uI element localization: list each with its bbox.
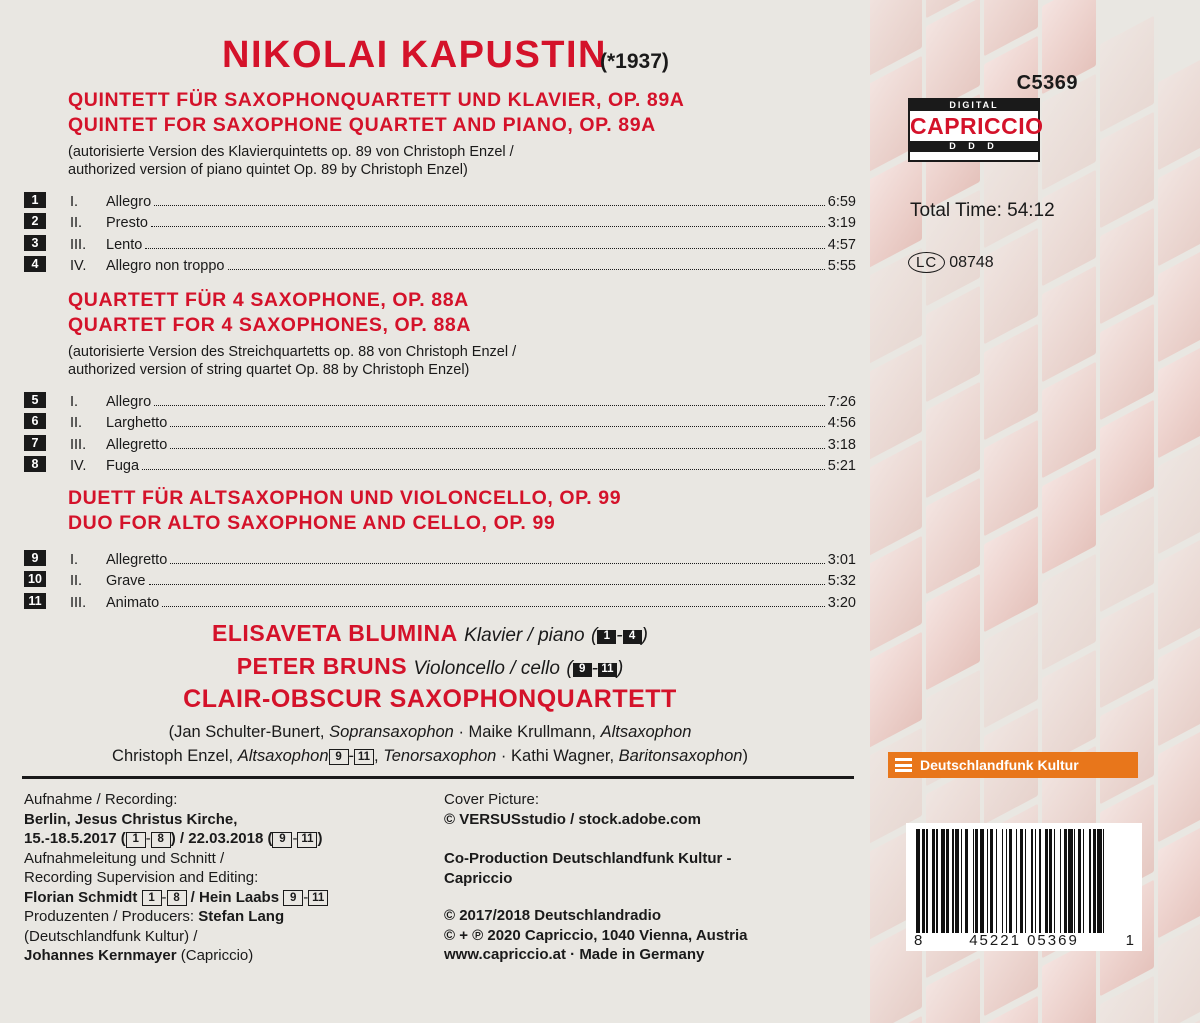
track-title: Fuga xyxy=(106,458,140,474)
track-ref: 11 xyxy=(308,890,328,906)
leader-dots xyxy=(145,238,824,249)
leader-dots xyxy=(170,438,825,449)
track-ref: 8 xyxy=(167,890,187,906)
track-duration: 5:21 xyxy=(827,458,856,474)
performers-block xyxy=(0,618,860,768)
label-code xyxy=(908,252,994,273)
work-1-title-de: QUINTETT FÜR SAXOPHONQUARTETT UND KLAVIER, OP. 89A xyxy=(68,89,685,111)
track-title: Lento xyxy=(106,236,143,253)
supervision-names: Florian Schmidt 1 - 8 / Hein Laabs 9 - 11 xyxy=(24,888,424,908)
copyright-line-1: © 2017/2018 Deutschlandradio xyxy=(444,907,661,924)
performer-piano-role: Klavier / piano xyxy=(464,625,585,646)
leader-dots xyxy=(228,259,825,270)
track-ref: 9 xyxy=(329,749,349,765)
members-close-paren: ) xyxy=(742,747,748,765)
track-duration: 5:55 xyxy=(827,258,856,274)
leader-dots xyxy=(154,395,825,406)
producers-line: Produzenten / Producers: Stefan Lang xyxy=(24,908,285,925)
work-3-tracklist xyxy=(24,546,856,611)
track-row[interactable] xyxy=(24,388,856,410)
performer-piano: ELISAVETA BLUMINA Klavier / piano ( 1 - 4 ) xyxy=(212,620,648,646)
cover-picture-credit[interactable]: © VERSUSstudio / stock.adobe.com xyxy=(444,810,701,828)
leader-dots xyxy=(149,574,825,585)
divider xyxy=(22,776,854,779)
coproduction-line-1: Co-Production Deutschlandfunk Kultur - xyxy=(444,850,732,867)
leader-dots xyxy=(170,416,824,427)
work-2-heading xyxy=(68,288,516,379)
performer-cello-role: Violoncello / cello xyxy=(413,658,560,679)
recording-venue: Berlin, Jesus Christus Kirche, xyxy=(24,810,238,828)
performer-cello: PETER BRUNS Violoncello / cello ( 9 - 11 ) xyxy=(236,653,624,679)
track-row[interactable] xyxy=(24,210,856,232)
member-3-sep: , xyxy=(374,747,384,765)
performer-piano-name: ELISAVETA BLUMINA xyxy=(212,620,458,646)
track-ref: 11 xyxy=(354,749,374,765)
logo-ddd-label: D D D xyxy=(910,141,1038,152)
track-roman: II. xyxy=(70,415,83,431)
work-1-heading xyxy=(68,88,685,179)
work-2-title-de: QUARTETT FÜR 4 SAXOPHONE, OP. 88A xyxy=(68,289,469,311)
deutschlandfunk-kultur-logo xyxy=(888,752,1138,778)
track-title: Allegretto xyxy=(106,551,168,568)
logo-digital-label: DIGITAL xyxy=(910,100,1038,111)
supervision-label-de: Aufnahmeleitung und Schnitt / xyxy=(24,849,225,867)
track-row[interactable] xyxy=(24,253,856,275)
producer-affiliation: (Deutschlandfunk Kultur) / xyxy=(24,927,198,945)
barcode-digits: 45221 05369 xyxy=(969,932,1079,949)
member-1-name: (Jan Schulter-Bunert, xyxy=(168,723,330,741)
track-title: Grave xyxy=(106,573,146,589)
work-1-title-en: QUINTET FOR SAXOPHONE QUARTET AND PIANO, OP. 89A xyxy=(68,114,656,136)
track-ref: 9 xyxy=(573,663,592,677)
track-ref: 1 xyxy=(142,890,162,906)
catalog-number: C5369 xyxy=(1016,72,1078,94)
member-2-instrument: Altsaxophon xyxy=(600,723,692,741)
track-number: 9 xyxy=(24,550,46,566)
leader-dots xyxy=(154,195,825,206)
composer-years: (*1937) xyxy=(600,50,669,73)
dlf-label: Deutschlandfunk Kultur xyxy=(920,757,1079,773)
track-duration: 7:26 xyxy=(827,393,856,410)
ensemble-name: CLAIR-OBSCUR SAXOPHONQUARTETT xyxy=(183,685,677,713)
track-ref: 8 xyxy=(151,832,171,848)
track-roman: II. xyxy=(70,215,83,231)
track-roman: III. xyxy=(70,236,87,253)
performer-cello-name: PETER BRUNS xyxy=(236,653,408,679)
track-number: 1 xyxy=(24,192,46,208)
producer-2-line: Johannes Kernmayer (Capriccio) xyxy=(24,947,254,964)
track-title: Allegro non troppo xyxy=(106,258,225,274)
cover-picture-label: Cover Picture: xyxy=(444,791,540,808)
copyright-line-2: © + ℗ 2020 Capriccio, 1040 Vienna, Austria xyxy=(444,926,748,944)
work-3-heading xyxy=(68,486,621,536)
work-1-tracklist xyxy=(24,188,856,274)
track-duration: 3:20 xyxy=(827,594,856,611)
track-number: 6 xyxy=(24,413,46,429)
track-row[interactable] xyxy=(24,410,856,432)
track-title: Allegretto xyxy=(106,436,168,453)
track-number: 11 xyxy=(24,593,46,609)
work-1-note-de: (autorisierte Version des Klavierquintetts op. 89 von Christoph Enzel / xyxy=(68,144,514,160)
work-1-note-en: authorized version of piano quintet Op. 89 by Christoph Enzel) xyxy=(68,162,468,178)
track-ref: 4 xyxy=(623,630,642,644)
website-line[interactable]: www.capriccio.at · Made in Germany xyxy=(444,946,705,963)
track-duration: 4:56 xyxy=(827,415,856,431)
work-2-title-en: QUARTET FOR 4 SAXOPHONES, OP. 88A xyxy=(68,314,472,336)
page-title: NIKOLAI KAPUSTIN xyxy=(222,34,607,76)
track-ref: 11 xyxy=(297,832,317,848)
work-2-note-en: authorized version of string quartet Op. 88 by Christoph Enzel) xyxy=(68,362,470,378)
dlf-bars-icon xyxy=(895,758,912,772)
coproduction-line-2: Capriccio xyxy=(444,869,513,887)
member-1-instrument: Sopransaxophon xyxy=(329,723,454,741)
track-number: 8 xyxy=(24,456,46,472)
member-3-instrument: Altsaxophon xyxy=(237,747,329,765)
work-3-title-de: DUETT FÜR ALTSAXOPHON UND VIOLONCELLO, OP. 99 xyxy=(68,487,622,509)
track-duration: 3:01 xyxy=(827,551,856,568)
barcode-lines xyxy=(916,829,1132,933)
recording-label: Aufnahme / Recording: xyxy=(24,791,178,808)
leader-dots xyxy=(151,216,825,227)
track-ref: 1 xyxy=(597,630,616,644)
barcode-right-digit: 1 xyxy=(1125,932,1134,949)
barcode xyxy=(906,823,1142,951)
track-title: Animato xyxy=(106,594,160,611)
track-title: Allegro xyxy=(106,193,152,210)
track-roman: IV. xyxy=(70,258,87,274)
capriccio-logo xyxy=(908,98,1044,162)
track-row[interactable] xyxy=(24,453,856,475)
lc-number: 08748 xyxy=(949,254,994,271)
track-ref: 11 xyxy=(598,663,617,677)
track-title: Presto xyxy=(106,215,148,231)
lc-prefix: LC xyxy=(916,254,938,271)
track-row[interactable] xyxy=(24,546,856,568)
track-number: 3 xyxy=(24,235,46,251)
performer-ensemble xyxy=(0,684,860,715)
track-number: 4 xyxy=(24,256,46,272)
total-time: Total Time: 54:12 xyxy=(910,200,1055,221)
publishing-credits xyxy=(444,790,864,965)
work-2-note-de: (autorisierte Version des Streichquartetts op. 88 von Christoph Enzel / xyxy=(68,344,517,360)
member-2-name: · Maike Krullmann, xyxy=(453,723,601,741)
leader-dots xyxy=(162,596,825,607)
ensemble-members-line-1 xyxy=(0,720,860,744)
barcode-left-digit: 8 xyxy=(914,932,923,949)
track-roman: IV. xyxy=(70,458,87,474)
track-number: 2 xyxy=(24,213,46,229)
track-title: Allegro xyxy=(106,393,152,410)
leader-dots xyxy=(170,553,825,564)
track-number: 5 xyxy=(24,392,46,408)
leader-dots xyxy=(142,459,825,470)
track-duration: 6:59 xyxy=(827,193,856,210)
recording-credits xyxy=(24,790,424,966)
member-4-name: · Kathi Wagner, xyxy=(496,747,619,765)
track-roman: III. xyxy=(70,436,87,453)
track-row[interactable] xyxy=(24,589,856,611)
track-row[interactable] xyxy=(24,188,856,210)
track-roman: II. xyxy=(70,573,83,589)
track-roman: I. xyxy=(70,551,79,568)
track-number: 10 xyxy=(24,571,46,587)
track-row[interactable] xyxy=(24,431,856,453)
track-number: 7 xyxy=(24,435,46,451)
recording-dates: 15.-18.5.2017 ( 1 - 8 ) / 22.03.2018 ( 9 - 11 ) xyxy=(24,830,323,847)
logo-brand-name: CAPRICCIO xyxy=(910,113,1044,139)
work-2-tracklist xyxy=(24,388,856,474)
track-row[interactable] xyxy=(24,568,856,590)
track-roman: I. xyxy=(70,393,79,410)
track-roman: III. xyxy=(70,594,87,611)
track-row[interactable] xyxy=(24,231,856,253)
track-title: Larghetto xyxy=(106,415,168,431)
track-ref: 1 xyxy=(126,832,146,848)
track-duration: 3:19 xyxy=(827,215,856,231)
track-roman: I. xyxy=(70,193,79,210)
member-3-instrument-2: Tenorsaxophon xyxy=(383,747,497,765)
track-duration: 3:18 xyxy=(827,436,856,453)
track-duration: 4:57 xyxy=(827,236,856,253)
work-3-title-en: DUO FOR ALTO SAXOPHONE AND CELLO, OP. 99 xyxy=(68,512,556,534)
track-duration: 5:32 xyxy=(827,573,856,589)
ensemble-members-line-2: Christoph Enzel, Altsaxophon 9 - 11 , Tenorsaxophon · Kathi Wagner, Baritonsaxophon) xyxy=(112,747,748,765)
member-3-name: Christoph Enzel, xyxy=(112,747,238,765)
track-ref: 9 xyxy=(272,832,292,848)
member-4-instrument: Baritonsaxophon xyxy=(618,747,743,765)
supervision-label-en: Recording Supervision and Editing: xyxy=(24,869,259,886)
track-ref: 9 xyxy=(283,890,303,906)
